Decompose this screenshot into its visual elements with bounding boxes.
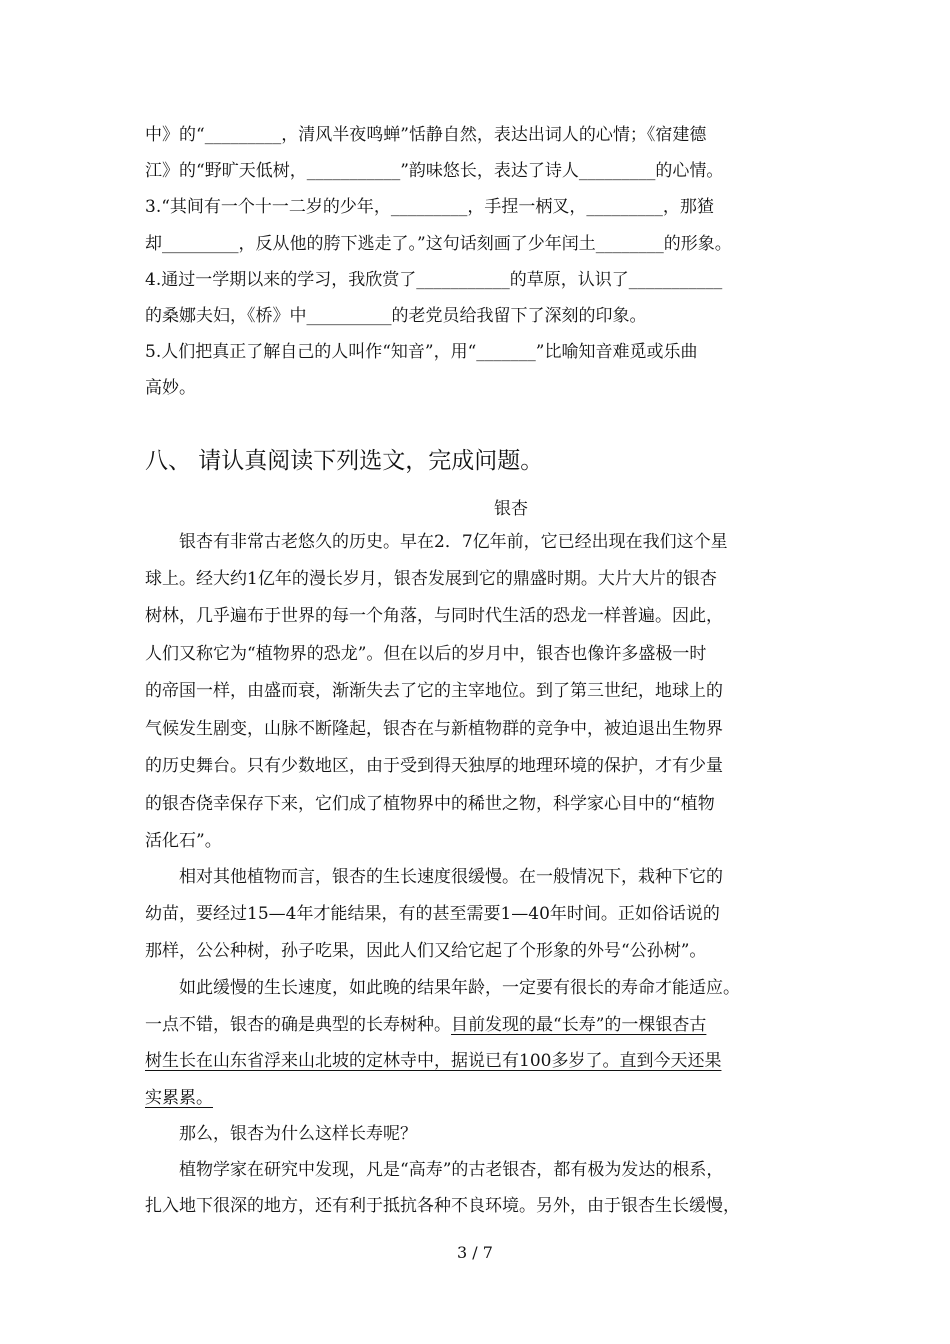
page-number: 3 / 7: [457, 1243, 493, 1262]
question-line: 4.通过一学期以来的学习，我欣赏了___________的草原，认识了___________: [145, 270, 723, 290]
question-line: 的桑娜夫妇，《桥》中__________的老党员给我留下了深刻的印象。: [145, 306, 647, 326]
question-line: 3.“其间有一个十一二岁的少年，_________，手捏一柄叉，_________，那猹: [145, 197, 714, 217]
passage-line: 植物学家在研究中发现，凡是“高寿”的古老银杏，都有极为发达的根系，: [179, 1160, 724, 1180]
question-line: 却_________，反从他的胯下逃走了。”这句话刻画了少年闰土________的形象。: [145, 234, 732, 254]
passage-line: 球上。经大约1亿年的漫长岁月，银杏发展到它的鼎盛时期。大片大片的银杏: [145, 569, 717, 589]
passage-line: 那么，银杏为什么这样长寿呢？: [179, 1124, 417, 1144]
passage-line: 的历史舞台。只有少数地区，由于受到得天独厚的地理环境的保护，才有少量: [145, 756, 723, 776]
section-heading: 八、 请认真阅读下列选文，完成问题。: [145, 448, 544, 474]
passage-line: 气候发生剧变，山脉不断隆起，银杏在与新植物群的竞争中，被迫退出生物界: [145, 719, 723, 739]
passage-line: 人们又称它为“植物界的恐龙”。但在以后的岁月中，银杏也像许多盛极一时: [145, 644, 707, 664]
passage-line: 的帝国一样，由盛而衰，渐渐失去了它的主宰地位。到了第三世纪，地球上的: [145, 681, 723, 701]
passage-line: 树林，几乎遍布于世界的每一个角落，与同时代生活的恐龙一样普遍。因此，: [145, 606, 723, 626]
question-line: 高妙。: [145, 378, 196, 398]
passage-text: 一点不错，银杏的确是典型的长寿树种。: [145, 1015, 451, 1035]
underlined-sentence: 实累累。: [145, 1088, 213, 1108]
underlined-sentence: 目前发现的最“长寿”的一棵银杏古: [451, 1015, 707, 1035]
question-line: 5.人们把真正了解自己的人叫作“知音”，用“_______”比喻知音难觅或乐曲: [145, 342, 698, 362]
passage-line: 银杏有非常古老悠久的历史。早在2．7亿年前，它已经出现在我们这个星: [179, 532, 728, 552]
passage-line: [145, 1014, 706, 1036]
underlined-sentence: 树生长在山东省浮来山北坡的定林寺中，据说已有100多岁了。直到今天还果: [145, 1051, 722, 1071]
question-line: 江》的“野旷天低树，___________”韵味悠长，表达了诗人_________的心情。: [145, 161, 724, 181]
passage-line: 活化石”。: [145, 831, 222, 851]
passage-line: 的银杏侥幸保存下来，它们成了植物界中的稀世之物，科学家心目中的“植物: [145, 794, 715, 814]
passage-line: 那样，公公种树，孙子吃果，因此人们又给它起了个形象的外号“公孙树”。: [145, 941, 707, 961]
passage-line: 幼苗，要经过15—4年才能结果，有的甚至需要1—40年时间。正如俗话说的: [145, 904, 720, 924]
passage-line: 如此缓慢的生长速度，如此晚的结果年龄，一定要有很长的寿命才能适应。: [179, 978, 740, 998]
passage-line: 相对其他植物而言，银杏的生长速度很缓慢。在一般情况下，栽种下它的: [179, 867, 723, 887]
passage-line: 扎入地下很深的地方，还有利于抵抗各种不良环境。另外，由于银杏生长缓慢，: [145, 1196, 740, 1216]
question-line: 中》的“_________，清风半夜鸣蝉”恬静自然，表达出词人的心情；《宿建德: [145, 125, 707, 145]
passage-title: 银杏: [494, 499, 528, 519]
